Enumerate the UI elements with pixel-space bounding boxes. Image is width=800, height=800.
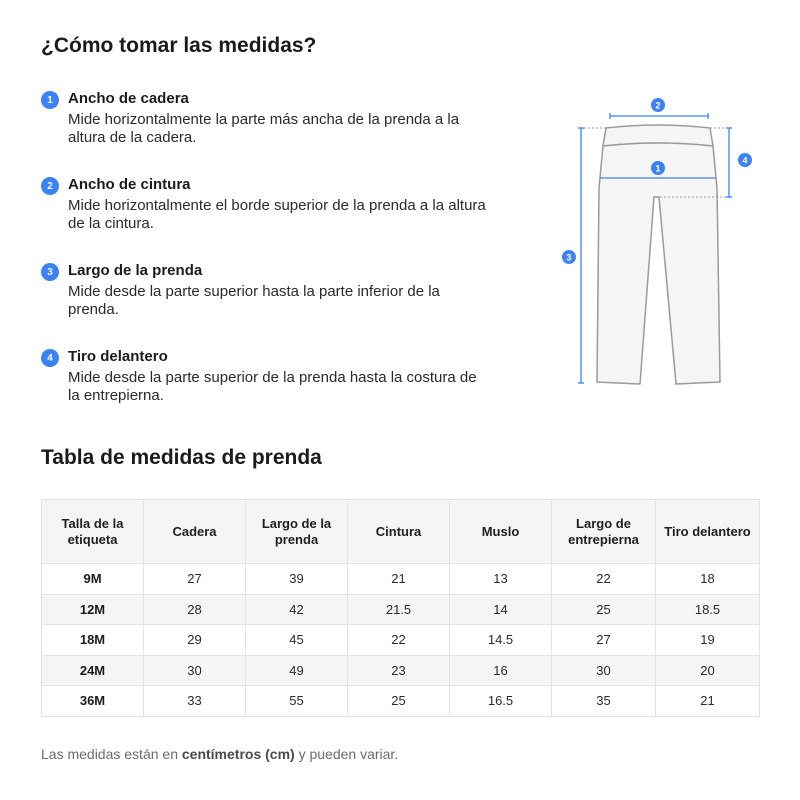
column-header: Talla de la etiqueta xyxy=(42,500,144,564)
page-title: ¿Cómo tomar las medidas? xyxy=(41,34,317,57)
size-label-cell: 12M xyxy=(42,594,144,625)
instruction-step-rise xyxy=(41,347,491,433)
table-cell: 25 xyxy=(348,686,450,717)
column-header: Cintura xyxy=(348,500,450,564)
table-cell: 28 xyxy=(144,594,246,625)
step-title: Largo de la prenda xyxy=(68,262,203,279)
size-label-cell: 9M xyxy=(42,564,144,595)
marker-3-label: 3 xyxy=(566,252,572,263)
size-label-cell: 18M xyxy=(42,625,144,656)
instruction-step-waist xyxy=(41,175,491,261)
size-label-cell: 36M xyxy=(42,686,144,717)
pants-outline xyxy=(597,143,720,384)
table-cell: 35 xyxy=(552,686,656,717)
marker-2-label: 2 xyxy=(655,100,661,111)
pants-measurement-icon xyxy=(555,90,765,400)
instructions-list xyxy=(41,89,491,433)
table-row xyxy=(42,625,760,656)
column-header: Tiro delantero xyxy=(656,500,760,564)
column-header: Largo de entrepierna xyxy=(552,500,656,564)
table-cell: 18.5 xyxy=(656,594,760,625)
table-cell: 45 xyxy=(246,625,348,656)
column-header: Muslo xyxy=(450,500,552,564)
step-number-badge: 3 xyxy=(41,263,59,281)
footnote-units: centímetros (cm) xyxy=(181,746,295,762)
table-cell: 21.5 xyxy=(348,594,450,625)
column-header: Largo de la prenda xyxy=(246,500,348,564)
table-cell: 22 xyxy=(348,625,450,656)
step-number-badge: 1 xyxy=(41,91,59,109)
footnote-prefix: Las medidas están en xyxy=(41,746,182,762)
table-cell: 14.5 xyxy=(450,625,552,656)
table-cell: 19 xyxy=(656,625,760,656)
footnote-suffix: y pueden variar. xyxy=(294,746,399,762)
table-header-row xyxy=(42,500,760,564)
units-footnote xyxy=(41,746,398,762)
step-description: Mide horizontalmente el borde superior de la prenda a la altura de la cintura. xyxy=(68,197,486,232)
table-cell: 16 xyxy=(450,655,552,686)
step-description: Mide desde la parte superior de la prenda hasta la costura de la entrepierna. xyxy=(68,369,477,404)
table-cell: 30 xyxy=(552,655,656,686)
size-table-title: Tabla de medidas de prenda xyxy=(41,446,322,469)
table-cell: 18 xyxy=(656,564,760,595)
step-title: Ancho de cadera xyxy=(68,90,189,107)
size-label-cell: 24M xyxy=(42,655,144,686)
table-cell: 14 xyxy=(450,594,552,625)
table-cell: 21 xyxy=(348,564,450,595)
table-cell: 55 xyxy=(246,686,348,717)
step-title: Ancho de cintura xyxy=(68,176,191,193)
table-cell: 22 xyxy=(552,564,656,595)
marker-4-label: 4 xyxy=(742,155,748,166)
step-description: Mide desde la parte superior hasta la parte inferior de la prenda. xyxy=(68,283,440,318)
table-cell: 27 xyxy=(552,625,656,656)
table-cell: 27 xyxy=(144,564,246,595)
table-cell: 33 xyxy=(144,686,246,717)
table-cell: 20 xyxy=(656,655,760,686)
table-cell: 49 xyxy=(246,655,348,686)
table-row xyxy=(42,686,760,717)
table-cell: 16.5 xyxy=(450,686,552,717)
table-row xyxy=(42,594,760,625)
table-cell: 13 xyxy=(450,564,552,595)
table-cell: 30 xyxy=(144,655,246,686)
size-table xyxy=(41,499,760,717)
marker-1-label: 1 xyxy=(655,163,661,174)
table-cell: 23 xyxy=(348,655,450,686)
table-cell: 42 xyxy=(246,594,348,625)
table-cell: 25 xyxy=(552,594,656,625)
step-title: Tiro delantero xyxy=(68,348,168,365)
table-cell: 39 xyxy=(246,564,348,595)
step-number-badge: 2 xyxy=(41,177,59,195)
column-header: Cadera xyxy=(144,500,246,564)
step-number-badge: 4 xyxy=(41,349,59,367)
table-cell: 21 xyxy=(656,686,760,717)
table-row xyxy=(42,655,760,686)
step-description: Mide horizontalmente la parte más ancha de la prenda a la altura de la cadera. xyxy=(68,111,460,146)
table-cell: 29 xyxy=(144,625,246,656)
instruction-step-hip xyxy=(41,89,491,175)
table-row xyxy=(42,564,760,595)
instruction-step-length xyxy=(41,261,491,347)
